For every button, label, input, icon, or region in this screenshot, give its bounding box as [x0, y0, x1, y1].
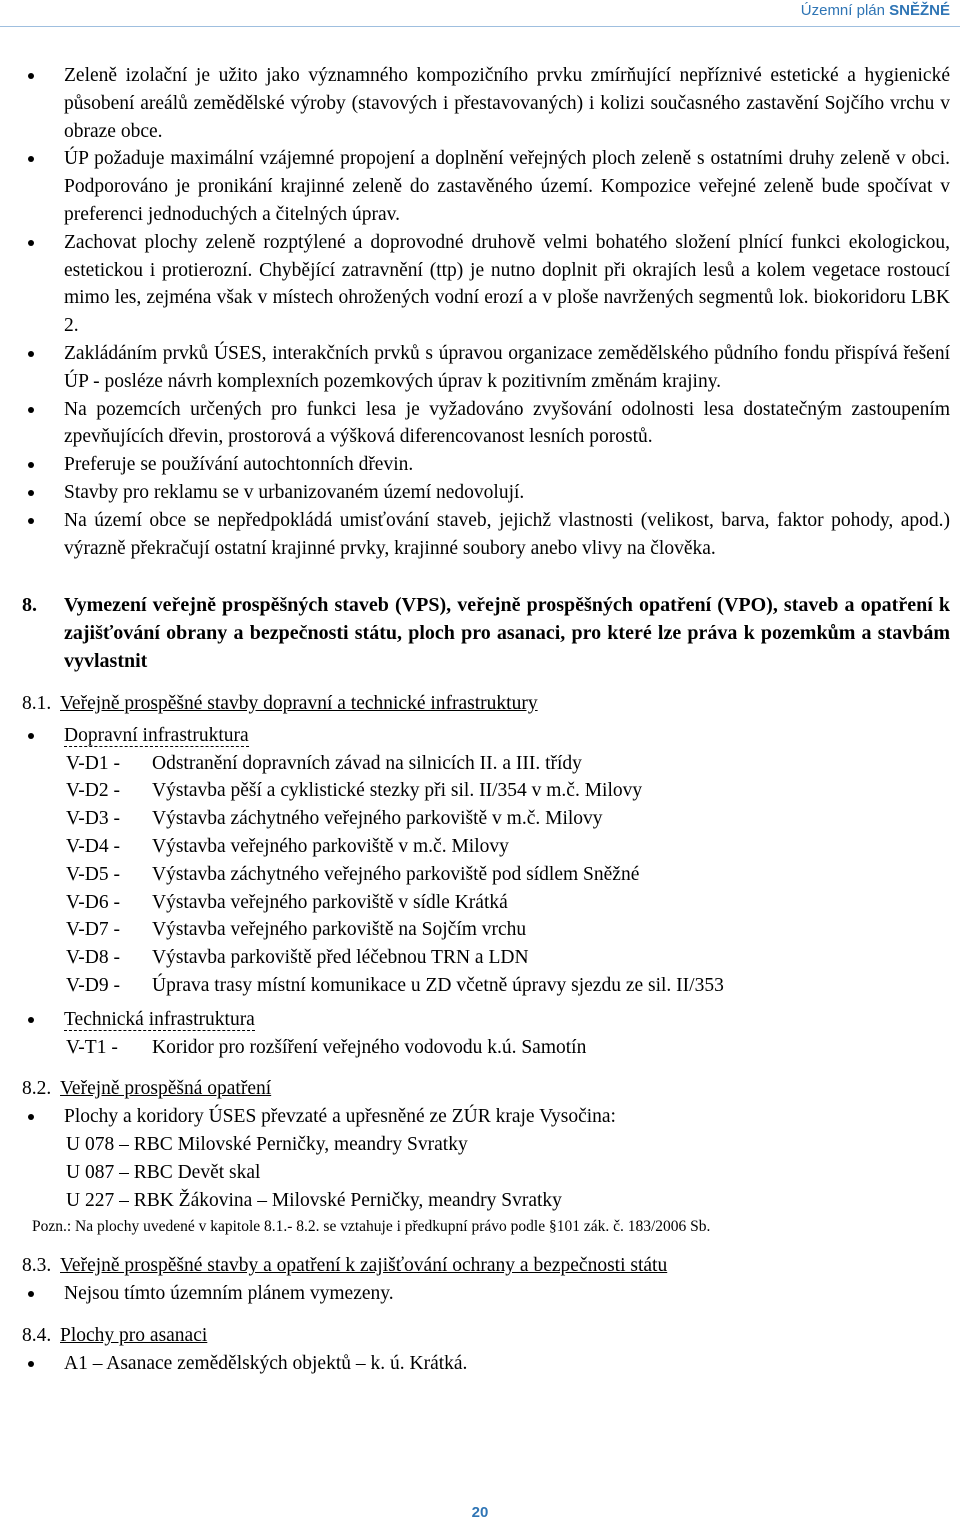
note: Pozn.: Na plochy uvedené v kapitole 8.1.- 8.2. se vztahuje i předkupní právo podle §101 zák. č. 183/2006 Sb.	[32, 1218, 711, 1236]
uses-line: U 227 – RBK Žákovina – Milovské Perničky, meandry Svratky	[66, 1189, 562, 1211]
section-8-heading	[22, 592, 950, 675]
uses-line: U 078 – RBC Milovské Perničky, meandry Svratky	[66, 1134, 468, 1156]
list-item: Nejsou tímto územním plánem vymezeny.	[22, 1280, 950, 1308]
document-body	[22, 62, 950, 1378]
vps-item	[66, 889, 950, 917]
uses-line: U 087 – RBC Devět skal	[66, 1161, 261, 1183]
list-item: Na území obce se nepředpokládá umisťování staveb, jejichž vlastnosti (velikost, barva, faktor pohody, apod.) výrazně překračují ostatní krajinné prvky, krajinné soubory anebo vlivy na člověka.	[22, 507, 950, 563]
defense-list	[22, 1280, 950, 1308]
subsection-title: Veřejně prospěšné stavby dopravní a technické infrastruktury	[60, 692, 538, 714]
vps-text: Výstavba záchytného veřejného parkoviště v m.č. Milovy	[152, 808, 603, 830]
intro-bullet-list	[22, 62, 950, 562]
subsection-8-4-heading	[22, 1322, 950, 1350]
list-item	[22, 1006, 950, 1034]
technical-items	[66, 1034, 950, 1062]
subsection-number: 8.3.	[22, 1255, 52, 1277]
vps-item	[66, 972, 950, 1000]
list-item: Preferuje se používání autochtonních dřevin.	[22, 451, 950, 479]
list-item: Stavby pro reklamu se v urbanizovaném území nedovolují.	[22, 479, 950, 507]
transport-heading: Dopravní infrastruktura	[64, 724, 249, 746]
vps-code: V-D8 -	[66, 947, 120, 969]
vps-text: Výstavba veřejného parkoviště v sídle Krátká	[152, 891, 508, 913]
vps-text: Výstavba parkoviště před léčebnou TRN a LDN	[152, 947, 529, 969]
vps-code: V-D4 -	[66, 835, 120, 857]
vps-item	[66, 750, 950, 778]
list-item: A1 – Asanace zemědělských objektů – k. ú. Krátká.	[22, 1350, 950, 1378]
list-item: ÚP požaduje maximální vzájemné propojení a doplnění veřejných ploch zeleně s ostatními druhy zeleně v obci. Podporováno je pronikání krajinné zeleně do zastavěného území. Kompozice veřejné zeleně bude spočívat v preferenci jednoduchých a čitelných úprav.	[22, 145, 950, 228]
header-town: SNĚŽNÉ	[889, 2, 950, 19]
list-item: Zeleně izolační je užito jako významného kompozičního prvku zmírňující nepříznivé estetické a hygienické působení areálů zemědělské výroby (stavových i přestavovaných) i kolizi současného zastavění Sojčího vrchu v obraze obce.	[22, 62, 950, 145]
vps-text: Koridor pro rozšíření veřejného vodovodu k.ú. Samotín	[152, 1036, 587, 1058]
subsection-number: 8.2.	[22, 1078, 52, 1100]
vps-text: Výstavba veřejného parkoviště na Sojčím vrchu	[152, 919, 527, 941]
vps-item	[66, 805, 950, 833]
subsection-8-2-heading	[22, 1075, 950, 1103]
page-header	[801, 2, 950, 19]
section-title: Vymezení veřejně prospěšných staveb (VPS), veřejně prospěšných opatření (VPO), staveb a opatření k zajišťování obrany a bezpečnosti státu, ploch pro asanaci, pro které lze práva k pozemkům a stavbám vyvlastnit	[64, 594, 950, 672]
header-divider	[0, 26, 960, 27]
vps-text: Výstavba veřejného parkoviště v m.č. Milovy	[152, 835, 509, 857]
vps-text: Úprava trasy místní komunikace u ZD včetně úpravy sjezdu ze sil. II/353	[152, 974, 724, 996]
list-item: Zachovat plochy zeleně rozptýlené a doprovodné druhově velmi bohatého složení plnící funkci ekologickou, estetickou i protierozní. Chybějící zatravnění (ttp) je nutno doplnit při okrajích lesů a kolem vegetace rostoucí mimo les, zejména však v místech ohrožených vodní erozí a v ploše navržených segmentů lok. biokoridoru LBK 2.	[22, 229, 950, 340]
header-prefix: Územní plán	[800, 2, 885, 19]
subsection-number: 8.4.	[22, 1325, 52, 1347]
subsection-title: Plochy pro asanaci	[60, 1325, 208, 1347]
vps-item	[66, 944, 950, 972]
transport-list	[22, 722, 950, 750]
subsection-number: 8.1.	[22, 692, 52, 714]
vps-text: Odstranění dopravních závad na silnicích II. a III. třídy	[152, 752, 582, 774]
vps-code: V-D6 -	[66, 891, 120, 913]
vps-item	[66, 1034, 950, 1062]
technical-heading: Technická infrastruktura	[64, 1008, 255, 1030]
list-item: Zakládáním prvků ÚSES, interakčních prvků s úpravou organizace zemědělského půdního fondu přispívá řešení ÚP - posléze návrh komplexních pozemkových úprav k pozitivním změnám krajiny.	[22, 340, 950, 396]
vps-item	[66, 916, 950, 944]
list-item	[22, 722, 950, 750]
subsection-title: Veřejně prospěšná opatření	[60, 1078, 272, 1100]
list-item: Na pozemcích určených pro funkci lesa je vyžadováno zvyšování odolnosti lesa dostatečným zastoupením zpevňujících dřevin, prostorová a výšková diferencovanost lesních porostů.	[22, 396, 950, 452]
vps-code: V-D7 -	[66, 919, 120, 941]
section-number: 8.	[22, 594, 37, 617]
vps-item	[66, 833, 950, 861]
vps-item	[66, 777, 950, 805]
list-item: Plochy a koridory ÚSES převzaté a upřesněné ze ZÚR kraje Vysočina:	[22, 1103, 950, 1131]
vps-code: V-D2 -	[66, 780, 120, 802]
vps-code: V-D5 -	[66, 863, 120, 885]
vps-item	[66, 861, 950, 889]
subsection-8-1-heading	[22, 690, 950, 718]
vps-text: Výstavba pěší a cyklistické stezky při sil. II/354 v m.č. Milovy	[152, 780, 643, 802]
transport-items	[66, 750, 950, 1000]
asanace-list	[22, 1350, 950, 1378]
subsection-8-3-heading	[22, 1252, 950, 1280]
vps-code: V-D3 -	[66, 808, 120, 830]
page-number: 20	[471, 1504, 489, 1521]
subsection-title: Veřejně prospěšné stavby a opatření k zajišťování ochrany a bezpečnosti státu	[60, 1255, 668, 1277]
vps-code: V-D1 -	[66, 752, 120, 774]
uses-list	[22, 1103, 950, 1131]
vps-code: V-D9 -	[66, 974, 120, 996]
vps-code: V-T1 -	[66, 1036, 118, 1058]
technical-list	[22, 1006, 950, 1034]
vps-text: Výstavba záchytného veřejného parkoviště pod sídlem Sněžné	[152, 863, 640, 885]
